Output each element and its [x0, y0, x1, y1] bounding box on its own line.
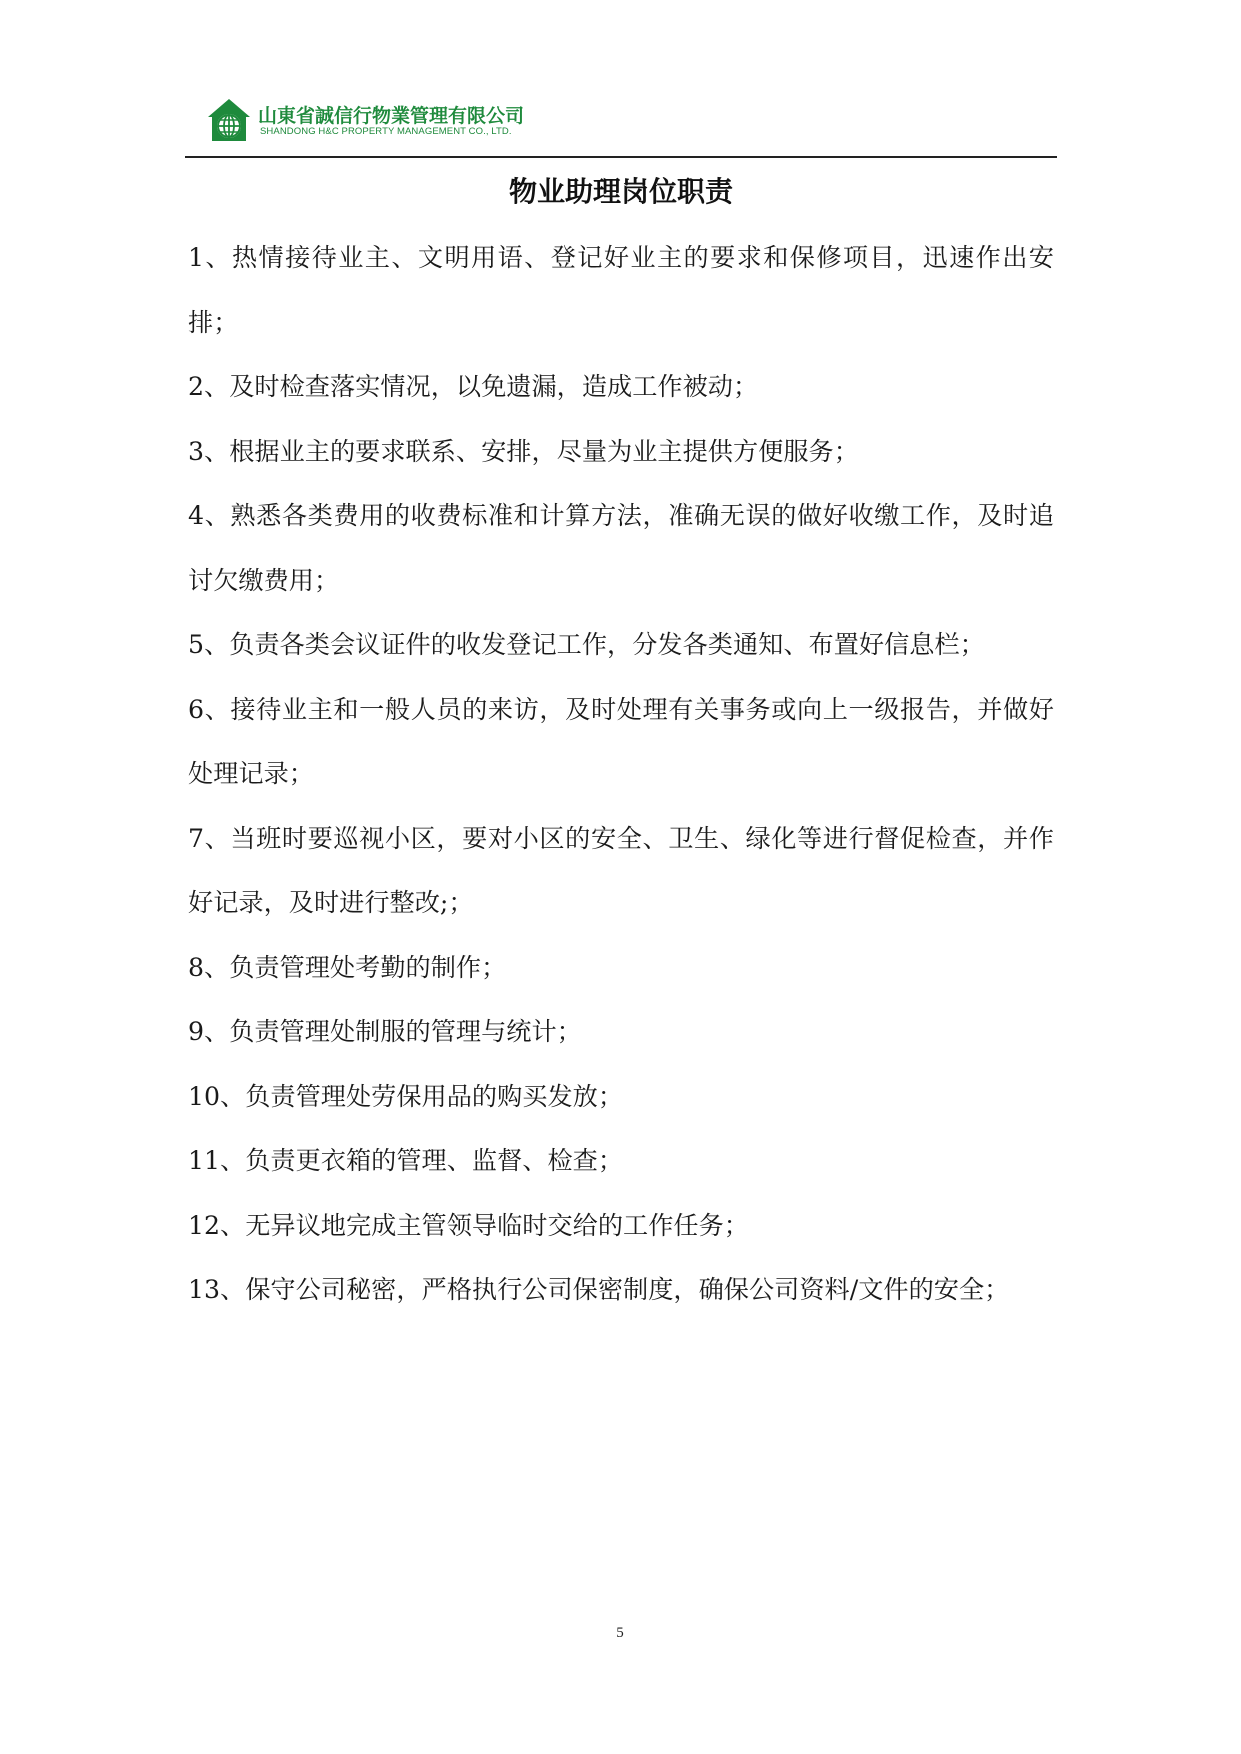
company-name-cn: 山東省誠信行物業管理有限公司 [258, 105, 525, 127]
duty-list [188, 226, 1054, 1323]
header-divider [185, 156, 1057, 158]
company-name-en: SHANDONG H&C PROPERTY MANAGEMENT CO., LTD. [260, 126, 512, 137]
house-globe-logo-icon [206, 97, 252, 143]
document-title: 物业助理岗位职责 [508, 175, 733, 208]
duty-item-1: 1、热情接待业主、文明用语、登记好业主的要求和保修项目，迅速作出安排； [188, 243, 1054, 337]
duty-item-4: 4、熟悉各类费用的收费标准和计算方法，准确无误的做好收缴工作，及时追讨欠缴费用； [188, 501, 1054, 595]
page-number: 5 [616, 1625, 624, 1641]
duty-item-12: 12、无异议地完成主管领导临时交给的工作任务； [188, 1210, 749, 1240]
duty-item-5: 5、负责各类会议证件的收发登记工作，分发各类通知、布置好信息栏； [188, 630, 985, 659]
duty-item-11: 11、负责更衣箱的管理、监督、检查； [188, 1146, 624, 1175]
duty-item-3: 3、根据业主的要求联系、安排，尽量为业主提供方便服务； [188, 436, 859, 466]
duty-item-7: 7、当班时要巡视小区，要对小区的安全、卫生、绿化等进行督促检查，并作好记录，及时进行整改;； [188, 823, 1054, 917]
duty-item-8: 8、负责管理处考勤的制作； [188, 952, 507, 982]
duty-item-6: 6、接待业主和一般人员的来访，及时处理有关事务或向上一级报告，并做好处理记录； [188, 694, 1054, 788]
duty-item-9: 9、负责管理处制服的管理与统计； [188, 1017, 582, 1046]
letterhead [206, 95, 656, 147]
duty-item-10: 10、负责管理处劳保用品的购买发放； [188, 1081, 624, 1111]
duty-item-2: 2、及时检查落实情况，以免遗漏，造成工作被动； [188, 372, 759, 401]
duty-item-13: 13、保守公司秘密，严格执行公司保密制度，确保公司资料/文件的安全； [188, 1275, 1010, 1304]
